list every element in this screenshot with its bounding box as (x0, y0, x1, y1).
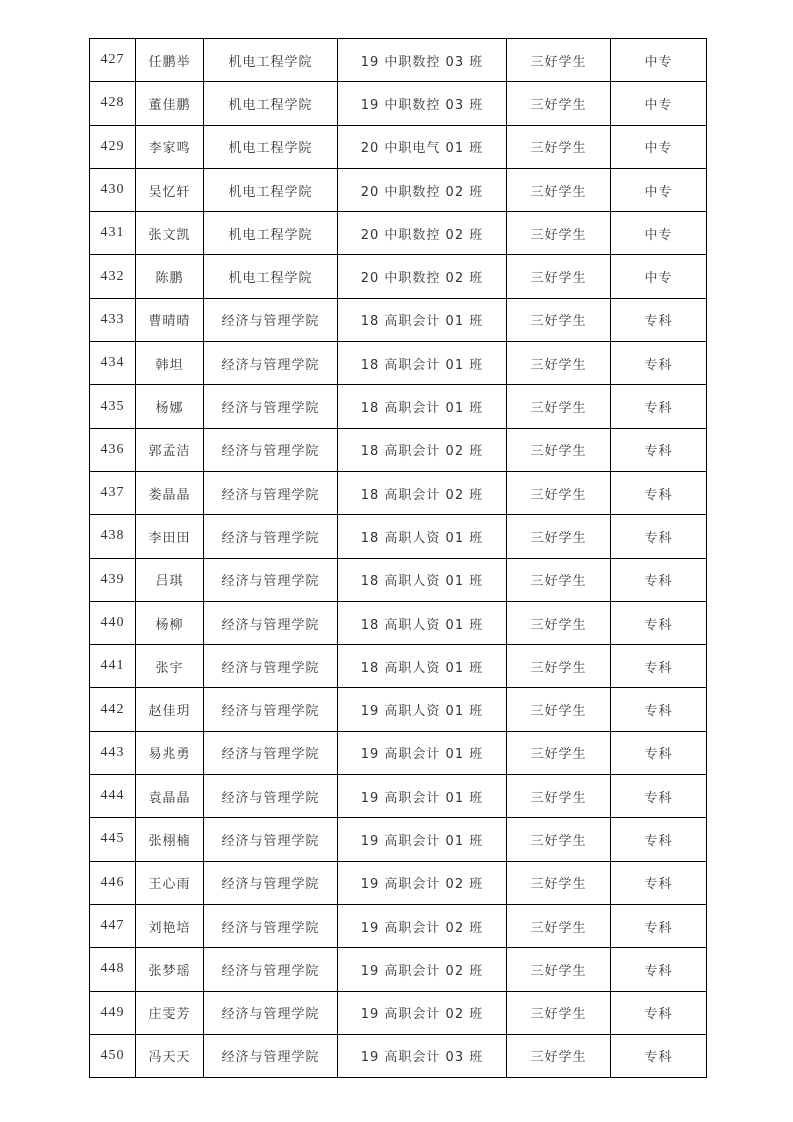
table-row (90, 428, 707, 471)
table-row (90, 255, 707, 298)
level-cell: 专科 (611, 601, 707, 644)
level-cell: 中专 (611, 255, 707, 298)
college-cell: 经济与管理学院 (204, 688, 338, 731)
row-number-cell: 434 (90, 342, 136, 385)
level-cell: 专科 (611, 991, 707, 1034)
table-row (90, 82, 707, 125)
class-cell: 19 高职会计 02 班 (338, 948, 507, 991)
college-cell: 经济与管理学院 (204, 428, 338, 471)
college-cell: 经济与管理学院 (204, 731, 338, 774)
award-cell: 三好学生 (507, 688, 611, 731)
class-cell: 20 中职数控 02 班 (338, 168, 507, 211)
college-cell: 经济与管理学院 (204, 558, 338, 601)
college-cell: 经济与管理学院 (204, 515, 338, 558)
table-row (90, 775, 707, 818)
award-cell: 三好学生 (507, 428, 611, 471)
table-row (90, 645, 707, 688)
row-number-cell: 444 (90, 775, 136, 818)
level-cell: 专科 (611, 515, 707, 558)
student-name-cell: 王心雨 (136, 861, 204, 904)
table-row (90, 991, 707, 1034)
award-cell: 三好学生 (507, 818, 611, 861)
table-row (90, 861, 707, 904)
award-cell: 三好学生 (507, 1034, 611, 1077)
student-name-cell: 郭孟洁 (136, 428, 204, 471)
table-row (90, 471, 707, 514)
student-name-cell: 杨娜 (136, 385, 204, 428)
student-name-cell: 袁晶晶 (136, 775, 204, 818)
award-cell: 三好学生 (507, 861, 611, 904)
award-cell: 三好学生 (507, 168, 611, 211)
class-cell: 19 高职会计 02 班 (338, 991, 507, 1034)
level-cell: 专科 (611, 688, 707, 731)
level-cell: 中专 (611, 168, 707, 211)
level-cell: 专科 (611, 428, 707, 471)
class-cell: 18 高职会计 02 班 (338, 428, 507, 471)
class-cell: 19 中职数控 03 班 (338, 82, 507, 125)
student-name-cell: 吕琪 (136, 558, 204, 601)
level-cell: 专科 (611, 471, 707, 514)
class-cell: 19 高职会计 02 班 (338, 861, 507, 904)
class-cell: 20 中职电气 01 班 (338, 125, 507, 168)
row-number-cell: 445 (90, 818, 136, 861)
table-row (90, 39, 707, 82)
table-row (90, 168, 707, 211)
award-cell: 三好学生 (507, 125, 611, 168)
college-cell: 经济与管理学院 (204, 298, 338, 341)
student-name-cell: 董佳鹏 (136, 82, 204, 125)
level-cell: 中专 (611, 39, 707, 82)
row-number-cell: 432 (90, 255, 136, 298)
college-cell: 经济与管理学院 (204, 471, 338, 514)
student-name-cell: 赵佳玥 (136, 688, 204, 731)
class-cell: 19 高职人资 01 班 (338, 688, 507, 731)
class-cell: 18 高职会计 01 班 (338, 342, 507, 385)
class-cell: 18 高职会计 02 班 (338, 471, 507, 514)
row-number-cell: 439 (90, 558, 136, 601)
table-row (90, 688, 707, 731)
class-cell: 19 中职数控 03 班 (338, 39, 507, 82)
student-name-cell: 冯天天 (136, 1034, 204, 1077)
class-cell: 19 高职会计 01 班 (338, 818, 507, 861)
table-row (90, 601, 707, 644)
row-number-cell: 448 (90, 948, 136, 991)
row-number-cell: 433 (90, 298, 136, 341)
table-row (90, 1034, 707, 1077)
row-number-cell: 440 (90, 601, 136, 644)
level-cell: 专科 (611, 1034, 707, 1077)
class-cell: 19 高职会计 03 班 (338, 1034, 507, 1077)
level-cell: 专科 (611, 948, 707, 991)
table-row (90, 125, 707, 168)
row-number-cell: 429 (90, 125, 136, 168)
level-cell: 中专 (611, 125, 707, 168)
student-name-cell: 张栩楠 (136, 818, 204, 861)
row-number-cell: 443 (90, 731, 136, 774)
class-cell: 18 高职人资 01 班 (338, 601, 507, 644)
row-number-cell: 438 (90, 515, 136, 558)
level-cell: 专科 (611, 342, 707, 385)
college-cell: 机电工程学院 (204, 39, 338, 82)
student-name-cell: 曹晴晴 (136, 298, 204, 341)
class-cell: 20 中职数控 02 班 (338, 255, 507, 298)
class-cell: 19 高职会计 01 班 (338, 775, 507, 818)
level-cell: 中专 (611, 82, 707, 125)
class-cell: 18 高职会计 01 班 (338, 298, 507, 341)
level-cell: 专科 (611, 731, 707, 774)
college-cell: 经济与管理学院 (204, 1034, 338, 1077)
table-row (90, 818, 707, 861)
student-name-cell: 刘艳培 (136, 904, 204, 947)
student-name-cell: 张宇 (136, 645, 204, 688)
row-number-cell: 441 (90, 645, 136, 688)
award-cell: 三好学生 (507, 342, 611, 385)
row-number-cell: 436 (90, 428, 136, 471)
college-cell: 经济与管理学院 (204, 904, 338, 947)
row-number-cell: 437 (90, 471, 136, 514)
college-cell: 经济与管理学院 (204, 861, 338, 904)
award-cell: 三好学生 (507, 385, 611, 428)
student-name-cell: 李田田 (136, 515, 204, 558)
award-cell: 三好学生 (507, 904, 611, 947)
class-cell: 20 中职数控 02 班 (338, 212, 507, 255)
award-cell: 三好学生 (507, 212, 611, 255)
college-cell: 机电工程学院 (204, 168, 338, 211)
award-cell: 三好学生 (507, 991, 611, 1034)
row-number-cell: 446 (90, 861, 136, 904)
award-cell: 三好学生 (507, 731, 611, 774)
level-cell: 专科 (611, 298, 707, 341)
table-row (90, 558, 707, 601)
level-cell: 专科 (611, 904, 707, 947)
level-cell: 专科 (611, 861, 707, 904)
college-cell: 机电工程学院 (204, 212, 338, 255)
class-cell: 18 高职人资 01 班 (338, 515, 507, 558)
award-cell: 三好学生 (507, 255, 611, 298)
table-body (90, 39, 707, 1078)
level-cell: 专科 (611, 385, 707, 428)
college-cell: 经济与管理学院 (204, 775, 338, 818)
level-cell: 专科 (611, 645, 707, 688)
row-number-cell: 450 (90, 1034, 136, 1077)
award-cell: 三好学生 (507, 645, 611, 688)
table-row (90, 731, 707, 774)
table-row (90, 342, 707, 385)
row-number-cell: 435 (90, 385, 136, 428)
student-name-cell: 韩坦 (136, 342, 204, 385)
student-name-cell: 任鹏举 (136, 39, 204, 82)
class-cell: 18 高职会计 01 班 (338, 385, 507, 428)
award-cell: 三好学生 (507, 515, 611, 558)
student-name-cell: 庄雯芳 (136, 991, 204, 1034)
student-name-cell: 张文凯 (136, 212, 204, 255)
row-number-cell: 431 (90, 212, 136, 255)
table-row (90, 212, 707, 255)
table-row (90, 298, 707, 341)
college-cell: 经济与管理学院 (204, 601, 338, 644)
table-row (90, 948, 707, 991)
college-cell: 经济与管理学院 (204, 818, 338, 861)
row-number-cell: 442 (90, 688, 136, 731)
college-cell: 经济与管理学院 (204, 645, 338, 688)
class-cell: 19 高职会计 01 班 (338, 731, 507, 774)
level-cell: 中专 (611, 212, 707, 255)
college-cell: 经济与管理学院 (204, 948, 338, 991)
student-name-cell: 吴忆轩 (136, 168, 204, 211)
college-cell: 经济与管理学院 (204, 991, 338, 1034)
table-row (90, 385, 707, 428)
table-row (90, 515, 707, 558)
award-cell: 三好学生 (507, 471, 611, 514)
student-name-cell: 杨柳 (136, 601, 204, 644)
row-number-cell: 430 (90, 168, 136, 211)
college-cell: 经济与管理学院 (204, 342, 338, 385)
class-cell: 18 高职人资 01 班 (338, 645, 507, 688)
level-cell: 专科 (611, 775, 707, 818)
row-number-cell: 447 (90, 904, 136, 947)
college-cell: 机电工程学院 (204, 255, 338, 298)
student-name-cell: 娄晶晶 (136, 471, 204, 514)
student-name-cell: 陈鹏 (136, 255, 204, 298)
award-cell: 三好学生 (507, 82, 611, 125)
student-award-table (89, 38, 707, 1078)
student-name-cell: 李家鸣 (136, 125, 204, 168)
level-cell: 专科 (611, 818, 707, 861)
student-name-cell: 张梦瑶 (136, 948, 204, 991)
award-cell: 三好学生 (507, 39, 611, 82)
class-cell: 18 高职人资 01 班 (338, 558, 507, 601)
level-cell: 专科 (611, 558, 707, 601)
college-cell: 机电工程学院 (204, 125, 338, 168)
award-cell: 三好学生 (507, 298, 611, 341)
award-cell: 三好学生 (507, 601, 611, 644)
college-cell: 机电工程学院 (204, 82, 338, 125)
row-number-cell: 428 (90, 82, 136, 125)
student-name-cell: 易兆勇 (136, 731, 204, 774)
award-cell: 三好学生 (507, 775, 611, 818)
table-row (90, 904, 707, 947)
college-cell: 经济与管理学院 (204, 385, 338, 428)
award-cell: 三好学生 (507, 948, 611, 991)
row-number-cell: 427 (90, 39, 136, 82)
award-cell: 三好学生 (507, 558, 611, 601)
class-cell: 19 高职会计 02 班 (338, 904, 507, 947)
row-number-cell: 449 (90, 991, 136, 1034)
